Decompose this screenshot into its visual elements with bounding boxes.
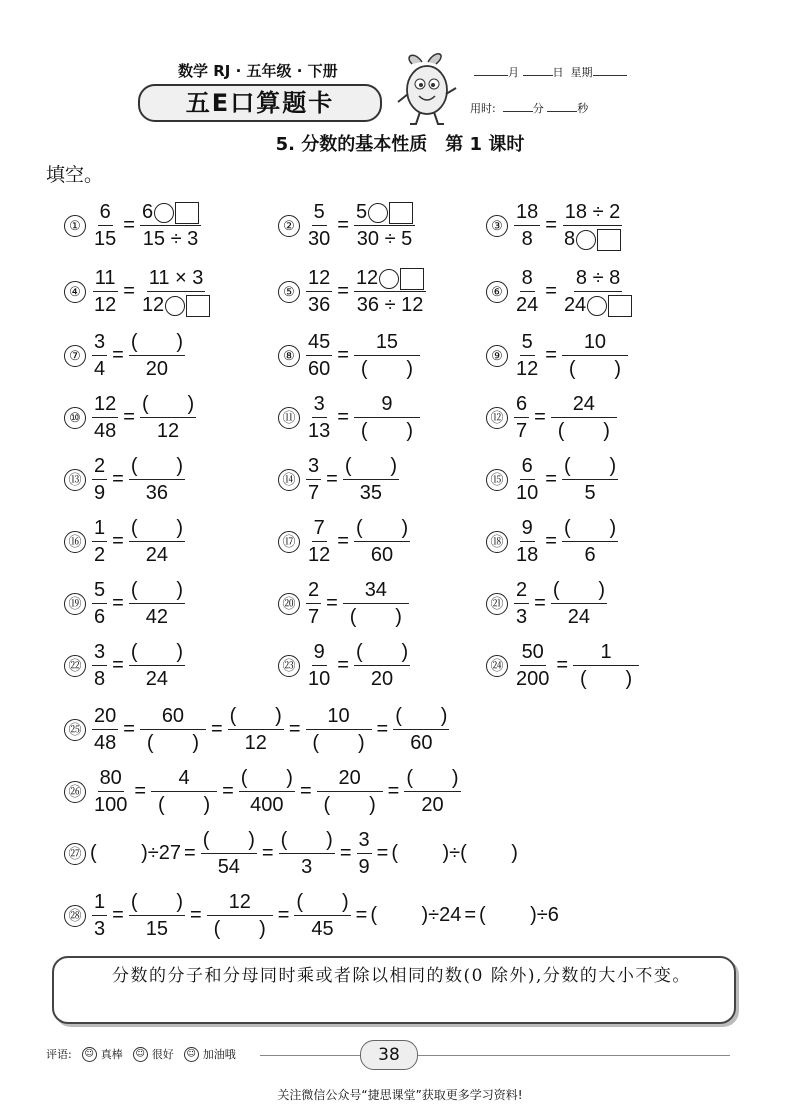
numerator: 12 — [355, 267, 379, 289]
problem-6: ⑥ $\frac{8}{24}$ = $\frac{8 \div 8}{24}$ — [486, 266, 636, 317]
problem-number: ㉓ — [278, 655, 300, 677]
face-icon[interactable]: ☺ — [82, 1047, 97, 1062]
answer-blank[interactable]: ( ) — [129, 890, 185, 916]
evaluation-option: 很好 — [151, 1048, 174, 1061]
problem-number: ㉕ — [64, 719, 86, 741]
denominator: 6 — [584, 544, 596, 566]
problem-26: ㉖ $\frac{80}{100}$ = $\frac{4}{( )}$ = $\frac{( )}{400}$ = $\frac{20}{( )}$ = $\frac{( )}{20}$ — [64, 766, 463, 817]
page-number: 38 — [360, 1040, 418, 1070]
answer-blank[interactable]: ( ) — [130, 579, 184, 601]
denominator: 10 — [308, 668, 331, 690]
numerator: 10 — [306, 704, 372, 730]
number-box-blank[interactable] — [400, 268, 424, 290]
rule-text: 分数的分子和分母同时乘或者除以相同的数(0 除外),分数的大小不变。 — [112, 966, 691, 986]
answer-blank[interactable]: ( ) — [279, 828, 335, 854]
answer-blank[interactable]: ( ) — [355, 517, 409, 539]
answer-blank[interactable]: ( ) — [130, 641, 184, 663]
problem-19: ⑲ $\frac{5}{6}$ = $\frac{( )}{42}$ — [64, 578, 187, 629]
problem-number: ⑫ — [486, 407, 508, 429]
answer-blank[interactable]: ( ) — [130, 517, 184, 539]
numerator: 6 — [98, 200, 113, 226]
numerator: 18 — [514, 200, 540, 226]
problem-number: ⑰ — [278, 531, 300, 553]
denominator: 24 — [563, 294, 587, 316]
numerator: 3 — [92, 640, 107, 666]
problem-number: ② — [278, 215, 300, 237]
lesson-title: 5. 分数的基本性质 第 1 课时 — [275, 134, 525, 155]
numerator: 2 — [306, 578, 321, 604]
answer-blank[interactable]: ( ) — [563, 455, 617, 477]
denominator: 3 — [94, 918, 106, 940]
denominator: 3 — [516, 606, 528, 628]
numerator: 10 — [562, 330, 628, 356]
answer-blank[interactable]: ( — [90, 842, 142, 864]
numerator: 3 — [312, 392, 327, 418]
number-box-blank[interactable] — [186, 295, 210, 317]
denominator: 15 — [145, 918, 169, 940]
problem-20: ⑳ $\frac{2}{7}$ = $\frac{34}{( )}$ — [278, 578, 411, 629]
denominator: 36 — [308, 294, 331, 316]
numerator: 80 — [98, 766, 124, 792]
subject-label: 数学 RJ · 五年级 · 下册 — [178, 62, 338, 80]
operator-circle-blank[interactable] — [576, 230, 596, 250]
numerator: 8 — [520, 266, 535, 292]
operator-circle-blank[interactable] — [165, 296, 185, 316]
operator-circle-blank[interactable] — [154, 203, 174, 223]
numerator: 20 — [92, 704, 118, 730]
numerator: 45 — [306, 330, 332, 356]
divide-expression: )÷27 — [141, 842, 182, 864]
answer-blank[interactable]: ( ) — [294, 890, 350, 916]
denominator: 24 — [516, 294, 539, 316]
divide-expression: )÷( — [442, 842, 467, 864]
numerator: 20 — [317, 766, 383, 792]
answer-blank[interactable]: ( — [391, 842, 443, 864]
problem-number: ㉑ — [486, 593, 508, 615]
number-box-blank[interactable] — [608, 295, 632, 317]
problem-number: ⑯ — [64, 531, 86, 553]
problem-7: ⑦ $\frac{3}{4}$ = $\frac{( )}{20}$ — [64, 330, 187, 381]
seconds-blank[interactable] — [547, 101, 577, 112]
problem-number: ⑳ — [278, 593, 300, 615]
problem-22: ㉒ $\frac{3}{8}$ = $\frac{( )}{24}$ — [64, 640, 187, 691]
denominator: 54 — [217, 856, 240, 878]
problem-number: ⑱ — [486, 531, 508, 553]
problem-number: ㉘ — [64, 905, 86, 927]
problem-number: ③ — [486, 215, 508, 237]
denominator: 8 — [563, 228, 576, 250]
instruction: 填空。 — [46, 164, 104, 186]
answer-blank[interactable]: ( ) — [130, 455, 184, 477]
face-icon[interactable]: ☺ — [184, 1047, 199, 1062]
answer-blank[interactable]: ( ) — [393, 704, 449, 730]
numerator: 60 — [140, 704, 206, 730]
answer-blank[interactable]: ( ) — [228, 704, 284, 730]
problem-17: ⑰ $\frac{7}{12}$ = $\frac{( )}{60}$ — [278, 516, 412, 567]
denominator: 100 — [94, 794, 128, 816]
denominator: 15 — [94, 228, 117, 250]
mascot-icon — [392, 48, 462, 128]
problem-16: ⑯ $\frac{1}{2}$ = $\frac{( )}{24}$ — [64, 516, 187, 567]
problem-8: ⑧ $\frac{45}{60}$ = $\frac{15}{( )}$ — [278, 330, 422, 381]
numerator: 3 — [92, 330, 107, 356]
weekday-label: 星期 — [570, 66, 593, 79]
answer-blank[interactable]: ( ) — [563, 517, 617, 539]
answer-blank[interactable]: ( ) — [355, 641, 409, 663]
numerator: 1 — [92, 890, 107, 916]
problem-number: ⑩ — [64, 407, 86, 429]
denominator: 8 — [94, 668, 106, 690]
month-label: 月 — [508, 66, 519, 79]
problem-14: ⑭ $\frac{3}{7}$ = $\frac{( )}{35}$ — [278, 454, 401, 505]
problem-10: ⑩ $\frac{12}{48}$ = $\frac{( )}{12}$ — [64, 392, 198, 443]
denominator: 12 — [516, 358, 539, 380]
numerator: 12 — [306, 266, 332, 292]
numerator: 7 — [312, 516, 327, 542]
denominator: 13 — [308, 420, 331, 442]
problem-number: ⑮ — [486, 469, 508, 491]
operator-circle-blank[interactable] — [368, 203, 388, 223]
numerator: 50 — [520, 640, 546, 666]
denominator: 45 — [311, 918, 334, 940]
denominator: 9 — [94, 482, 106, 504]
answer-blank[interactable]: ( ) — [323, 794, 376, 816]
denominator: 24 — [145, 668, 169, 690]
numerator: 5 — [92, 578, 107, 604]
denominator: 60 — [370, 544, 394, 566]
problem-number: ㉔ — [486, 655, 508, 677]
minutes-blank[interactable] — [503, 101, 533, 112]
banner-title: 五E口算题卡 — [138, 84, 382, 122]
weekday-blank[interactable] — [593, 65, 627, 76]
denominator: 7 — [516, 420, 528, 442]
answer-blank[interactable]: ( ) — [360, 358, 414, 380]
problem-18: ⑱ $\frac{9}{18}$ = $\frac{( )}{6}$ — [486, 516, 620, 567]
problem-5: ⑤ $\frac{12}{36}$ = $\frac{12}{36 \div 12}$ — [278, 266, 428, 317]
operator-circle-blank[interactable] — [379, 269, 399, 289]
answer-blank[interactable]: ( ) — [130, 331, 184, 353]
numerator: 18 ÷ 2 — [563, 200, 622, 226]
evaluation-label: 评语: — [46, 1048, 72, 1061]
denominator: 30 — [308, 228, 331, 250]
numerator: 3 — [357, 828, 372, 854]
denominator: 60 — [410, 732, 433, 754]
numerator: 9 — [520, 516, 535, 542]
answer-blank[interactable]: ( ) — [557, 420, 610, 442]
problem-number: ⑨ — [486, 345, 508, 367]
problem-27: ㉗ ( )÷27 = $\frac{( )}{54}$ = $\frac{( )}{3}$ = $\frac{3}{9}$ = ( )÷( ) — [64, 828, 518, 879]
problem-15: ⑮ $\frac{6}{10}$ = $\frac{( )}{5}$ — [486, 454, 620, 505]
face-icon[interactable]: ☺ — [133, 1047, 148, 1062]
numerator: 11 — [93, 266, 118, 292]
answer-blank[interactable]: ( ) — [239, 766, 295, 792]
answer-blank[interactable]: ( ) — [213, 918, 266, 940]
divide-expression: )÷24 — [421, 904, 462, 926]
denominator: 12 — [244, 732, 267, 754]
problem-21: ㉑ $\frac{2}{3}$ = $\frac{( )}{24}$ — [486, 578, 609, 629]
answer-blank[interactable]: ( ) — [312, 732, 365, 754]
numerator: 34 — [343, 578, 409, 604]
numerator: 12 — [207, 890, 273, 916]
operator-circle-blank[interactable] — [587, 296, 607, 316]
denominator: 42 — [145, 606, 169, 628]
problem-number: ⑧ — [278, 345, 300, 367]
numerator: 11 × 3 — [147, 266, 206, 292]
denominator: 5 — [584, 482, 596, 504]
problem-11: ⑪ $\frac{3}{13}$ = $\frac{9}{( )}$ — [278, 392, 422, 443]
time-label: 用时: — [470, 102, 496, 115]
fraction — [140, 200, 201, 251]
numerator: 1 — [92, 516, 107, 542]
answer-blank[interactable]: ( — [479, 904, 531, 926]
answer-blank[interactable]: ( ) — [360, 420, 414, 442]
month-blank[interactable] — [474, 65, 508, 76]
denominator: 9 — [358, 856, 370, 878]
denominator: 30 ÷ 5 — [356, 228, 413, 250]
denominator: 36 — [145, 482, 169, 504]
problem-number: ⑦ — [64, 345, 86, 367]
denominator: 10 — [516, 482, 539, 504]
denominator: 6 — [94, 606, 106, 628]
answer-blank[interactable]: ( ) — [579, 668, 633, 690]
problem-4: ④ $\frac{11}{12}$ = $\frac{11 \times 3}{12}$ — [64, 266, 214, 317]
date-line — [474, 64, 627, 80]
denominator: 35 — [359, 482, 383, 504]
number-box-blank[interactable] — [389, 202, 413, 224]
problem-28: ㉘ $\frac{1}{3}$ = $\frac{( )}{15}$ = $\frac{12}{( )}$ = $\frac{( )}{45}$ = ( )÷24 = ( )÷6 — [64, 890, 559, 941]
problem-number: ㉖ — [64, 781, 86, 803]
denominator: 24 — [567, 606, 591, 628]
numerator: 2 — [514, 578, 529, 604]
denominator: 12 — [308, 544, 331, 566]
numerator: 9 — [312, 640, 327, 666]
answer-blank[interactable]: ( ) — [349, 606, 402, 628]
time-line — [470, 100, 588, 116]
problem-2: ② $\frac{5}{30}$ = $\frac{5}{30 \div 5}$ — [278, 200, 417, 251]
minutes-label: 分 — [532, 102, 544, 115]
denominator: 15 ÷ 3 — [142, 228, 199, 250]
numerator: 4 — [151, 766, 217, 792]
denominator: 4 — [94, 358, 106, 380]
divide-expression: )÷6 — [530, 904, 559, 926]
problem-number: ⑲ — [64, 593, 86, 615]
denominator: 48 — [94, 732, 117, 754]
numerator: 1 — [573, 640, 639, 666]
problem-number: ⑪ — [278, 407, 300, 429]
denominator: 12 — [156, 420, 180, 442]
answer-blank[interactable]: ( — [370, 904, 422, 926]
evaluation-option: 真棒 — [100, 1048, 123, 1061]
seconds-label: 秒 — [577, 102, 589, 115]
denominator: 36 ÷ 12 — [356, 294, 424, 316]
problem-24: ㉔ $\frac{50}{200}$ = $\frac{1}{( )}$ — [486, 640, 641, 691]
problem-13: ⑬ $\frac{2}{9}$ = $\frac{( )}{36}$ — [64, 454, 187, 505]
denominator: 12 — [141, 294, 165, 316]
fraction — [92, 200, 118, 251]
answer-blank[interactable]: ( ) — [568, 358, 622, 380]
number-box-blank[interactable] — [597, 229, 621, 251]
problem-3: ③ $\frac{18}{8}$ = $\frac{18 \div 2}{8}$ — [486, 200, 625, 251]
answer-blank[interactable]: ( ) — [404, 766, 460, 792]
bottom-note: 关注微信公众号“捷思课堂”获取更多学习资料! — [277, 1088, 523, 1102]
problem-number: ⑬ — [64, 469, 86, 491]
answer-blank[interactable]: ( ) — [552, 579, 606, 601]
problem-number: ⑤ — [278, 281, 300, 303]
day-label: 日 — [552, 66, 564, 79]
numerator: 3 — [306, 454, 321, 480]
problem-number: ㉒ — [64, 655, 86, 677]
denominator: 20 — [421, 794, 444, 816]
numerator: 5 — [312, 200, 327, 226]
problem-9: ⑨ $\frac{5}{12}$ = $\frac{10}{( )}$ — [486, 330, 630, 381]
numerator: 9 — [354, 392, 420, 418]
answer-blank[interactable]: ( ) — [157, 794, 211, 816]
numerator: 15 — [354, 330, 420, 356]
evaluation-option: 加油哦 — [202, 1048, 236, 1061]
denominator: 7 — [308, 482, 320, 504]
numerator: 5 — [520, 330, 535, 356]
footer-divider — [260, 1055, 730, 1056]
problem-23: ㉓ $\frac{9}{10}$ = $\frac{( )}{20}$ — [278, 640, 412, 691]
denominator: 3 — [301, 856, 313, 878]
denominator: 18 — [516, 544, 539, 566]
denominator: 20 — [145, 358, 169, 380]
denominator: 48 — [94, 420, 117, 442]
denominator: 24 — [145, 544, 169, 566]
problem-number: ⑭ — [278, 469, 300, 491]
numerator: 8 ÷ 8 — [574, 266, 622, 292]
numerator: 24 — [551, 392, 617, 418]
evaluation-row — [46, 1046, 236, 1062]
denominator: 200 — [516, 668, 550, 690]
problem-25: ㉕ $\frac{20}{48}$ = $\frac{60}{( )}$ = $\frac{( )}{12}$ = $\frac{10}{( )}$ = $\frac{( )}{60}$ — [64, 704, 451, 755]
denominator: 8 — [521, 228, 533, 250]
denominator: 60 — [308, 358, 331, 380]
denominator: 400 — [250, 794, 284, 816]
numerator: 6 — [520, 454, 535, 480]
answer-blank[interactable]: ( ) — [146, 732, 200, 754]
number-box-blank[interactable] — [175, 202, 199, 224]
day-blank[interactable] — [523, 65, 553, 76]
denominator: 20 — [370, 668, 394, 690]
problem-12: ⑫ $\frac{6}{7}$ = $\frac{24}{( )}$ — [486, 392, 619, 443]
answer-blank[interactable]: ) — [466, 842, 518, 864]
numerator: 6 — [141, 201, 154, 223]
problem-number: ④ — [64, 281, 86, 303]
answer-blank[interactable]: ( ) — [344, 455, 398, 477]
problem-number: ㉗ — [64, 843, 86, 865]
denominator: 2 — [94, 544, 106, 566]
denominator: 12 — [94, 294, 117, 316]
answer-blank[interactable]: ( ) — [201, 828, 257, 854]
numerator: 6 — [514, 392, 529, 418]
problem-1: ① $\frac{6}{15}$ = $\frac{6}{15 \div 3}$ — [64, 200, 203, 251]
answer-blank[interactable]: ( ) — [141, 393, 195, 415]
numerator: 12 — [92, 392, 118, 418]
denominator: 7 — [308, 606, 320, 628]
problem-number: ⑥ — [486, 281, 508, 303]
numerator: 2 — [92, 454, 107, 480]
numerator: 5 — [355, 201, 368, 223]
problem-number: ① — [64, 215, 86, 237]
